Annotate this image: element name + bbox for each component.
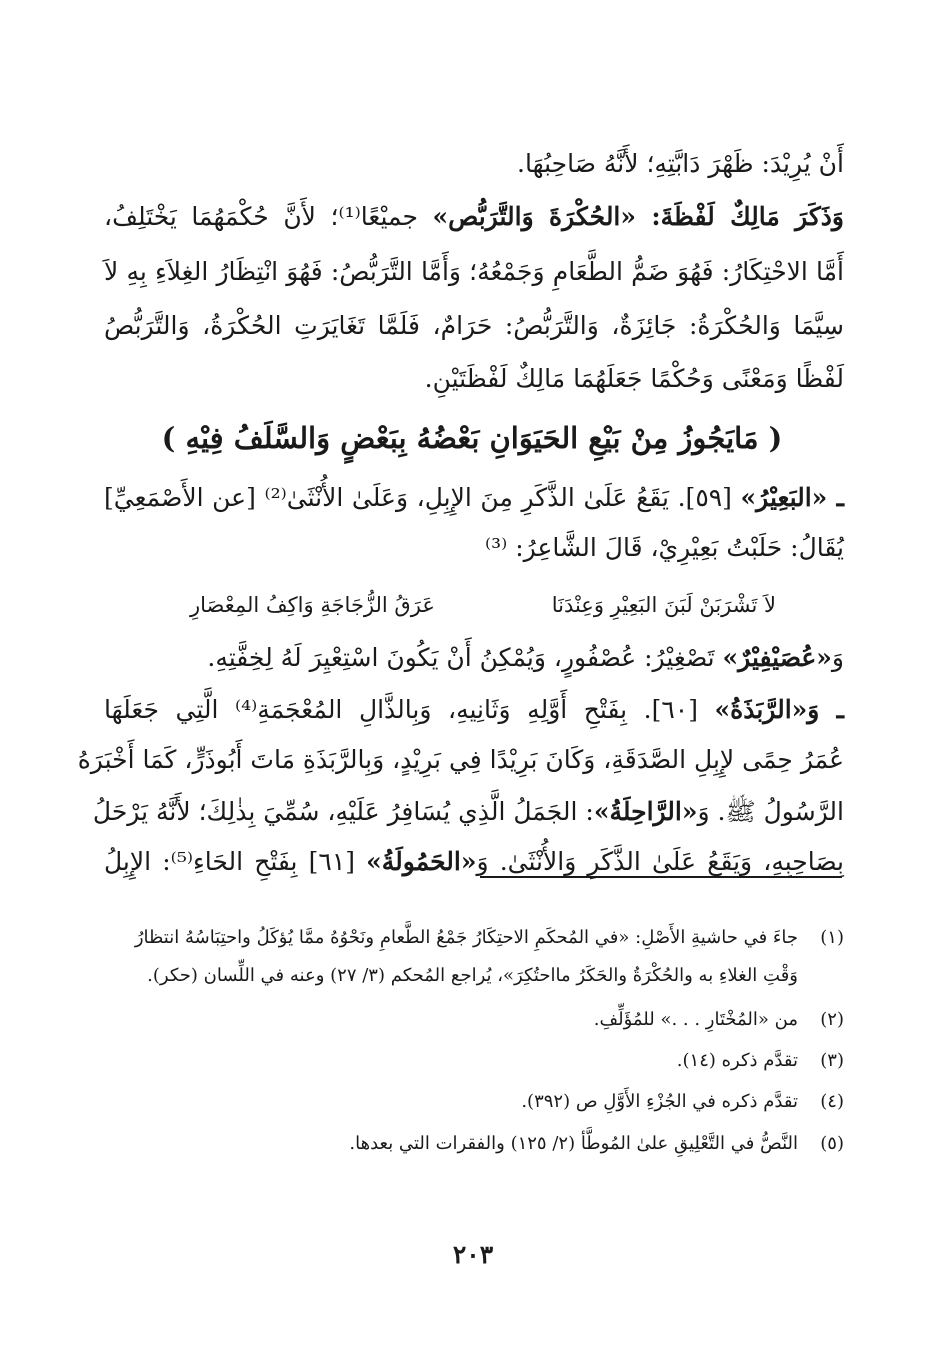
footnote-3: (٣)تقدَّم ذكره (١٤). <box>676 1050 844 1071</box>
bold-term: «عُصَيْفِيْرٌ» <box>722 643 832 672</box>
body-line-8: وَ«عُصَيْفِيْرٌ» تَصْغِيْرُ: عُصْفُورٍ، وَيُمْكِنُ أَنْ يَكُونَ اسْتِعْيِرَ لَهُ لِخِفَّتِهِ. <box>207 643 844 672</box>
page-number: ٢٠٣ <box>452 1240 494 1269</box>
bold-term: «الرَّاحِلَةُ» <box>593 797 698 826</box>
footnote-1-continued: وَقْتِ الغلاءِ به والحُكْرَةُ والحَكَرُ مااحتُكِرَ»، يُراجع المُحكم (٣/ ٢٧) وعنه في اللِّسان (حكر). <box>147 965 798 986</box>
body-line-5: لَفْظًا وَمَعْنًى وَحُكْمًا جَعَلَهُمَا مَالِكٌ لَفْظَتَيْنِ. <box>424 364 844 393</box>
bold-term: ـ «البَعِيْرُ» <box>740 483 844 512</box>
footnote-4: (٤)تقدَّم ذكره في الجُزْءِ الأَوَّلِ ص (٣٩٢). <box>521 1091 844 1112</box>
body-line-3: أَمَّا الاحْتِكَارُ: فَهُوَ ضَمُّ الطَّعَامِ وَجَمْعُهُ؛ وَأَمَّا التَّرَبُّصُ: فَهُوَ انْتِظَارُ الغِلاَءِ بِهِ لاَ <box>104 257 844 286</box>
body-line-11: الرَّسُولُ ﷺ. وَ«الرَّاحِلَةُ»: الجَمَلُ الَّذِي يُسَافِرُ عَلَيْهِ، سُمِّيَ بِذٰلِكَ؛ لأَنَّهُ يَرْحَلُ <box>92 797 844 826</box>
bold-term: «الحَمُولَةُ» <box>366 847 477 876</box>
body-line-12: بِصَاحِبِهِ، وَيَقَعُ عَلَىٰ الذَّكَرِ وَالأُنْثَىٰ. وَ«الحَمُولَةُ» [٦١] بِفَتْحِ الحَاءِ⁽⁵⁾: الإِبِلُ <box>104 847 844 876</box>
body-line-1: أَنْ يُرِيْدَ: ظَهْرَ دَابَّتِهِ؛ لأَنَّهُ صَاحِبُهَا. <box>517 149 844 178</box>
footnote-2: (٢)من «المُخْتَارِ . . .» للمُؤَلِّفِ. <box>593 1009 844 1030</box>
verse-right-hemistich: لاَ تَشْرَبَنْ لَبَنَ البَعِيْرِ وَعِنْدَنَا <box>551 593 776 617</box>
footnote-1: (١)جاءَ في حاشيةِ الأَصْلِ: «في المُحكَمِ الاحتِكَارُ جَمْعُ الطَّعامِ ونَحْوُهُ ممَّا يُؤكَلُ واحتِبَاسُهُ انتظارُ <box>134 927 844 948</box>
bold-term: ـ وَ«الرَّبَذَةُ» <box>714 695 844 724</box>
footnote-divider <box>480 876 842 878</box>
body-line-7: يُقَالُ: حَلَبْتُ بَعِيْرِيْ، قَالَ الشَّاعِرُ: ⁽³⁾ <box>484 533 844 562</box>
body-line-10: عُمَرُ حِمًى لإِبِلِ الصَّدَقَةِ، وَكَانَ بَرِيْدًا فِي بَرِيْدٍ، وَبِالرَّبَذَةِ مَاتَ أَبُوذَرٍّ، كَمَا أَخْبَرَهُ <box>77 745 844 774</box>
body-line-6: ـ «البَعِيْرُ» [٥٩]. يَقَعُ عَلَىٰ الذَّكَرِ مِنَ الإِبِلِ، وَعَلَىٰ الأُنْثَىٰ⁽²⁾ [عن الأَصْمَعِيِّ] <box>104 483 844 512</box>
verse-left-hemistich: عَرَقُ الزُّجَاجَةِ وَاكِفُ المِعْصَارِ <box>190 593 435 617</box>
section-heading: ( مَايَجُوزُ مِنْ بَيْعِ الحَيَوَانِ بَعْضُهُ بِبَعْضٍ وَالسَّلَفُ فِيْهِ ) <box>161 421 783 455</box>
footnote-5: (٥)النَّصُّ في التَّعْلِيقِ علىٰ المُوطَّأ (٢/ ١٢٥) والفقرات التي بعدها. <box>349 1133 844 1154</box>
body-line-9: ـ وَ«الرَّبَذَةُ» [٦٠]. بِفَتْحِ أَوَّلِهِ وَثَانِيهِ، وَبِالذَّالِ المُعْجَمَةِ⁽⁴⁾ الَّتِي جَعَلَهَا <box>104 695 844 724</box>
body-line-2: وَذَكَرَ مَالِكٌ لَفْظَةَ: «الحُكْرَةَ وَالتَّرَبُّص» جميْعًا⁽¹⁾؛ لأَنَّ حُكْمَهُمَا يَخْتَلِفُ، <box>104 202 844 231</box>
body-line-4: سِيَّمَا وَالحُكْرَةُ: جَائِزَةٌ، وَالتَّرَبُّصُ: حَرَامٌ، فَلَمَّا تَغَايَرَتِ الحُكْرَةُ، وَالتَّرَبُّصُ <box>104 311 844 340</box>
bold-term: وَذَكَرَ مَالِكٌ لَفْظَةَ: «الحُكْرَةَ وَالتَّرَبُّص» <box>432 202 844 231</box>
